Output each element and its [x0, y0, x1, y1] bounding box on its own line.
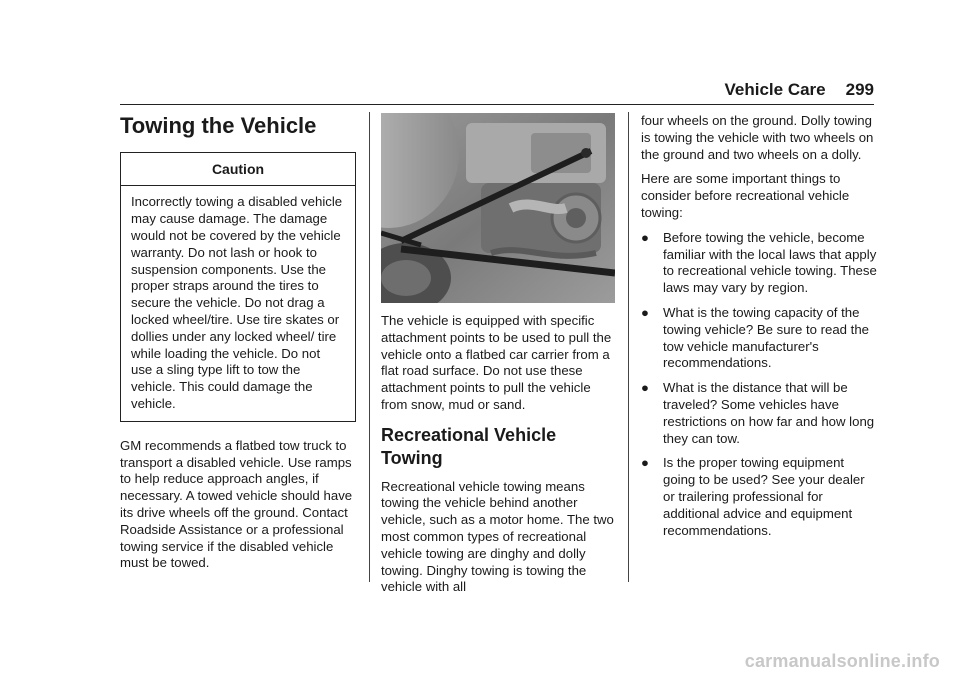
caution-box	[120, 152, 356, 421]
page-number: 299	[845, 80, 874, 99]
bullet-icon: ●	[641, 304, 649, 320]
body-paragraph: GM recommends a flatbed tow truck to transport a disabled vehicle. Use ramps to help reduce approach angles, if necessary. A towed vehicle should have its drive wheels off the ground. Contact Roadside Assistance or a professional towing service if the disabled vehicle must be towed.	[120, 437, 353, 571]
bullet-icon: ●	[641, 229, 649, 245]
body-paragraph: four wheels on the ground. Dolly towing is towing the vehicle with two wheels on the ground and two wheels on a dolly.	[641, 113, 874, 162]
column-1	[120, 113, 356, 580]
body-paragraph: Recreational vehicle towing means towing the vehicle behind another vehicle, such as a motor home. The two most common types of recreational vehicle towing are dinghy and dolly towing. Dinghy towing is towing the vehicle with all	[381, 478, 614, 595]
column-2	[381, 113, 617, 604]
list-item: ● Before towing the vehicle, become familiar with the local laws that apply to recreational vehicle towing. These laws may vary by region.	[641, 229, 877, 296]
column-divider	[369, 112, 370, 582]
page-header	[725, 80, 875, 100]
caution-text: Incorrectly towing a disabled vehicle may cause damage. The damage would not be covered by the vehicle warranty. Do not lash or hook to suspension components. Use the proper straps around the tires to secure the vehicle. Do not drag a locked wheel/tire. Use tire skates or dollies under any locked wheel/ tire while loading the vehicle. Do not use a sling type lift to tow the vehicle. This could damage the vehicle.	[131, 194, 343, 411]
list-item: ● What is the distance that will be traveled? Some vehicles have restrictions on how far and how long they can tow.	[641, 380, 875, 446]
section-heading: Recreational Vehicle Towing	[381, 424, 557, 469]
list-item: ● What is the towing capacity of the towing vehicle? Be sure to read the tow vehicle manufacturer's recommendations.	[641, 304, 869, 371]
column-divider	[628, 112, 629, 582]
list-item: ● Is the proper towing equipment going to be used? See your dealer or trailering professional for additional advice and equipment recommendations.	[641, 455, 865, 538]
watermark: carmanualsonline.info	[744, 651, 940, 671]
section-title: Vehicle Care	[724, 80, 826, 99]
caution-title: Caution	[121, 153, 355, 186]
page-title: Towing the Vehicle	[120, 113, 317, 138]
bullet-icon: ●	[641, 455, 649, 471]
body-paragraph: Here are some important things to consider before recreational vehicle towing:	[641, 171, 850, 220]
considerations-list	[641, 230, 877, 540]
towing-attachment-figure	[381, 113, 615, 303]
bullet-icon: ●	[641, 380, 649, 396]
body-paragraph: The vehicle is equipped with specific attachment points to be used to pull the vehicle onto a flatbed car carrier from a flat road surface. Do not use these attachment points to pull the vehicle from snow, mud or sand.	[381, 313, 612, 412]
column-3	[641, 113, 877, 547]
header-rule	[120, 104, 874, 105]
